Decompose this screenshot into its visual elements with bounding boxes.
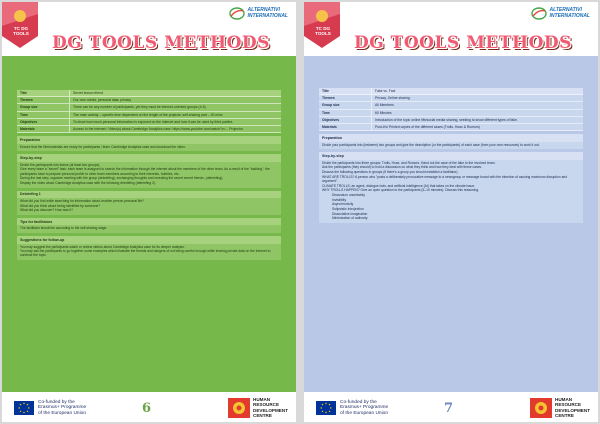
erasmus-logo <box>14 400 86 417</box>
info-value: Secret lesson friend <box>69 90 281 96</box>
brand-line1: ALTERNATIVI <box>549 6 582 13</box>
page-number: 7 <box>444 401 454 416</box>
info-label: Objectives <box>322 117 340 122</box>
list-item: Discussion uncertainty <box>332 192 365 197</box>
hrdc-logo <box>530 397 590 418</box>
list-item: Dissociative imagination <box>332 211 368 216</box>
hrdc-line: CENTRE <box>555 412 574 418</box>
eu-line: of the European Union <box>340 411 389 417</box>
method-sections <box>17 133 281 260</box>
info-row <box>319 95 583 102</box>
left-page <box>2 2 296 422</box>
section-paragraph: What did you find while searching for information about another person personal life? <box>20 198 144 203</box>
info-row <box>17 90 281 97</box>
section-paragraph: WHY TROLLS HAPPEN? Give an open question to the participants (5–10 minutes). Discuss this reasoning. <box>322 188 480 193</box>
info-value: Fake vs. Fact <box>371 88 583 94</box>
logo-label-line1: TC DG <box>315 26 331 31</box>
info-label: Materials <box>322 125 337 130</box>
hrdc-logo <box>228 397 288 418</box>
hrdc-line: DEVELOPMENT <box>253 407 288 413</box>
method-sheet <box>319 88 583 223</box>
erasmus-logo <box>316 400 388 417</box>
section-paragraph: What did you discover? How was it? <box>20 208 73 213</box>
eu-line: Erasmus+ Programme <box>340 405 389 411</box>
info-row <box>319 110 583 117</box>
hrdc-line: HUMAN <box>555 397 573 403</box>
eu-flag-icon <box>316 401 336 415</box>
method-sheet <box>17 90 281 260</box>
section-paragraph: Divide the participants into teams (at least two groups). <box>20 162 101 167</box>
info-row <box>319 117 583 124</box>
info-row <box>17 112 281 119</box>
info-row <box>17 104 281 111</box>
section-paragraph: Divide your participants into (between) two groups and give the description (or the participants) of each case (from your own resources) to work it out. <box>322 142 540 147</box>
eu-flag-icon <box>14 401 34 415</box>
list-item: Invisibility <box>332 197 347 202</box>
hrdc-line: HUMAN <box>253 397 271 403</box>
section-heading: Suggestions for follow-up <box>17 236 281 243</box>
eu-line: Co-funded by the <box>38 399 75 405</box>
info-value: To show how much personal information is exposed on the internet and how it can be used by third parties. <box>69 119 281 125</box>
info-label: Time <box>322 110 330 115</box>
section-paragraph: Give every team a "secret" task: each team is assigned to search the information through the internet about the members of the other team. As a result of the "stalking", the participants have to prepare personal profile to other team members according to their interests, hobbies, etc. <box>20 167 270 176</box>
info-row <box>17 119 281 126</box>
section-body <box>17 198 281 215</box>
section-paragraph: Display the video about Cambridge Analytica case with the following debriefing (debriefing 2). <box>20 180 156 185</box>
info-value: There can be any number of participants, yet they must be internet‑oriented groups (4‑6) <box>69 104 281 110</box>
section-body <box>319 142 583 150</box>
section-body <box>319 160 583 223</box>
info-value: Privacy, Online sharing <box>371 95 583 101</box>
info-value: Our own media, personal data, privacy <box>69 97 281 103</box>
info-row <box>17 126 281 133</box>
section-heading: Step-by-step <box>319 152 583 159</box>
section-paragraph: Discuss the following questions in groups (if there's a group you should establish a facilitator). <box>322 170 459 175</box>
info-label: Time <box>20 112 28 117</box>
section-paragraph: Ask the participants (they should) to hold a discussion on what they think and how they deal with these cases. <box>322 165 482 170</box>
hrdc-emblem-icon <box>530 398 552 418</box>
section-body <box>17 144 281 152</box>
eu-line: Co-funded by the <box>340 399 377 405</box>
section-paragraph: During the last step, organize meeting with the group (debriefing), exchanging thoughts and revealing the secret secret friends. (debriefing). <box>20 176 224 181</box>
info-label: Objectives <box>20 119 38 124</box>
section-paragraph: Divide the participants into three groups: Trolls, Hoax, and Rumors. Hand out the case of the fake to the involved team. <box>322 160 496 165</box>
section-body <box>17 162 281 188</box>
section-heading: Debriefing 1 <box>17 191 281 198</box>
info-value: Access to the internet / Video(s) about Cambridge Analytica case: https://www.youtube.com/watch?v=... Projector <box>69 126 281 132</box>
section-paragraph: CLIMATE TROLLS: an agent, dialogue bots, and artificial intelligence (AI) that takes on the climate issue. <box>322 183 476 188</box>
section-body <box>17 225 281 233</box>
info-label: Themes <box>20 98 33 103</box>
page-title: DG TOOLS METHODS <box>354 33 572 53</box>
info-row <box>319 102 583 109</box>
eu-line: Erasmus+ Programme <box>38 405 87 411</box>
right-page <box>304 2 598 422</box>
globe-icon <box>531 7 547 20</box>
section-heading: Preparation <box>319 134 583 141</box>
globe-icon <box>229 7 245 20</box>
info-row <box>17 97 281 104</box>
info-label: Title <box>20 91 27 95</box>
list-item: Asynchronicity <box>332 202 354 207</box>
alternativi-logo <box>531 7 590 20</box>
tc-dg-logo <box>304 2 340 48</box>
info-label: Group size <box>322 103 340 108</box>
section-paragraph: WHAT ARE TROLLS? A person who "posts a deliberately provocative message to a newsgroup or message board with the intention of causing maximum disruption and argument". <box>322 174 568 183</box>
section-paragraph: The facilitator should be according to the self‑sharing stage. <box>20 226 108 231</box>
section-paragraph: What did you think about being identified by someone? <box>20 203 101 208</box>
info-label: Themes <box>322 96 335 101</box>
info-value: Introduction of the topic online life/social media sharing, seeking to know different types of fake. <box>371 117 583 123</box>
section-paragraph: Ensure that the film/materials are ready for participants / learn Cambridge Analytica case and download the video. <box>20 144 186 149</box>
hrdc-line: RESOURCE <box>253 402 280 408</box>
page-title: DG TOOLS METHODS <box>52 33 270 53</box>
section-paragraph: You may ask the participants to go together some examples which illustrate the threats and dangers of not being careful enough while sharing private data on the internet to continue the topic. <box>20 249 271 258</box>
info-value: Post‑it’s/ Printed copies of the different cases (Trolls, Hoax & Rumors) <box>371 124 583 130</box>
hrdc-line: CENTRE <box>253 412 272 418</box>
section-heading: Step-by-step <box>17 154 281 161</box>
method-sections <box>319 131 583 223</box>
logo-label-line2: TOOLS <box>13 31 29 37</box>
info-value: 60 Minutes <box>371 110 583 116</box>
hrdc-emblem-icon <box>228 398 250 418</box>
info-table <box>17 90 281 133</box>
page-number: 6 <box>142 401 152 416</box>
section-heading: Preparation <box>17 136 281 143</box>
hrdc-line: DEVELOPMENT <box>555 407 590 413</box>
list-item: Minimization of authority <box>332 216 368 221</box>
hrdc-line: RESOURCE <box>555 402 582 408</box>
info-label: Title <box>322 89 329 93</box>
info-value: The main activity – specific time dependent on the length of the projects; self‑sharing part – 30 mins <box>69 112 281 118</box>
logo-label-line2: TOOLS <box>315 31 331 37</box>
section-paragraph: You may suggest the participants watch or review videos about Cambridge Analytica case for its deeper analysis. <box>20 244 185 249</box>
info-row <box>319 124 583 131</box>
tc-dg-logo <box>2 2 38 48</box>
list-item: Solipsistic Introjection <box>332 207 364 211</box>
logo-label-line1: TC DG <box>13 26 29 31</box>
brand-line1: ALTERNATIVI <box>247 6 280 13</box>
section-body <box>17 244 281 260</box>
brand-line2: INTERNATIONAL <box>247 12 288 19</box>
brand-line2: INTERNATIONAL <box>549 12 590 19</box>
eu-line: of the European Union <box>38 411 87 417</box>
info-label: Materials <box>20 127 35 132</box>
info-row <box>319 88 583 95</box>
info-table <box>319 88 583 131</box>
info-value: All Members <box>371 102 583 108</box>
alternativi-logo <box>229 7 288 20</box>
section-heading: Tips for facilitators <box>17 218 281 225</box>
info-label: Group size <box>20 105 38 110</box>
